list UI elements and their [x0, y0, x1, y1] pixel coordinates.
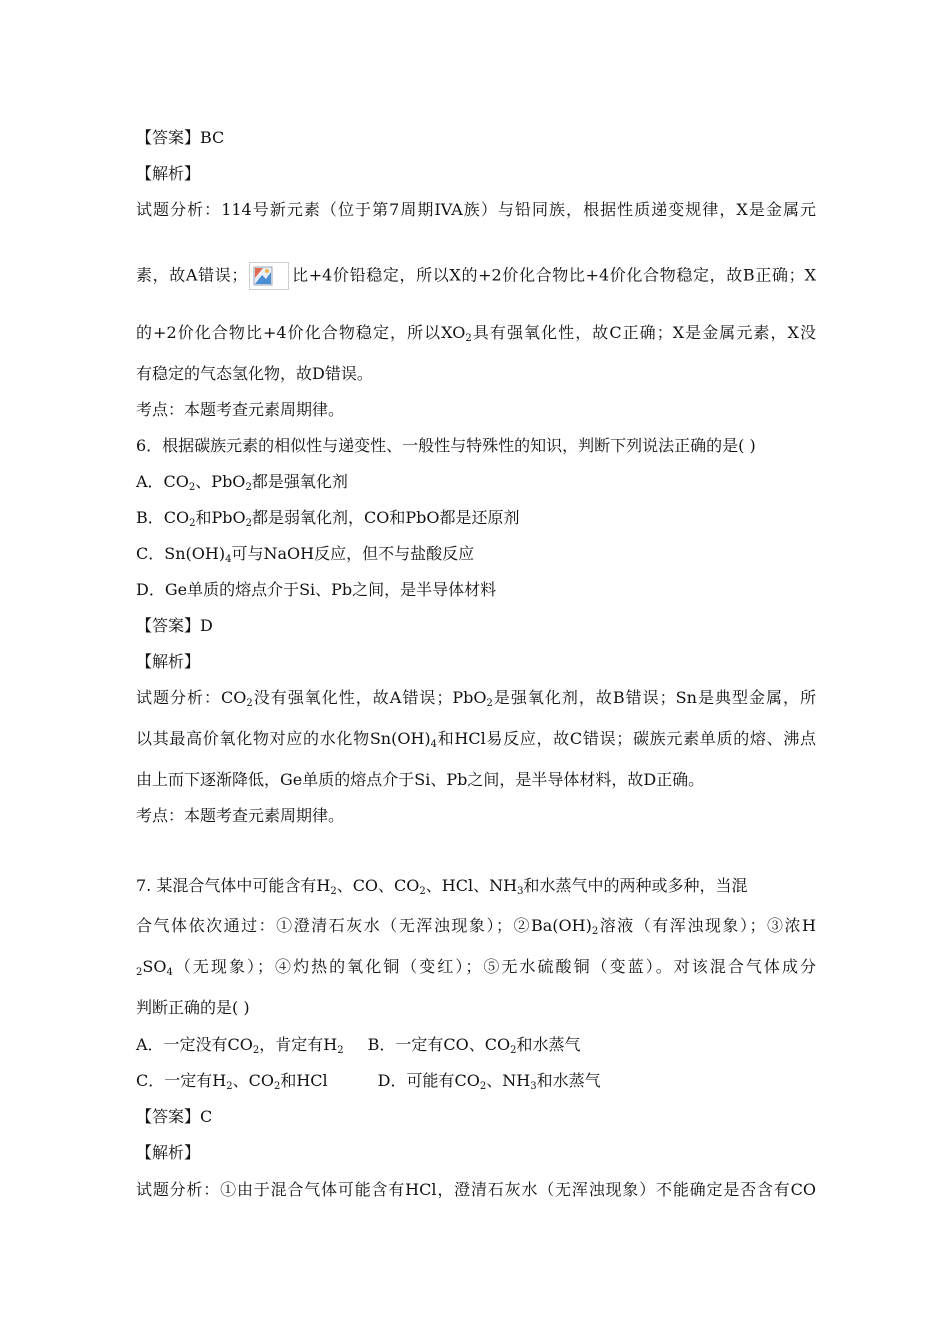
q6-analysis-text: 没有强氧化性，故A错误；PbO: [252, 688, 487, 707]
q6-analysis-line-1: [136, 688, 816, 708]
subscript: 2: [591, 926, 599, 937]
subscript: 3: [517, 886, 524, 897]
subscript: 2: [330, 886, 337, 897]
subscript: 2: [189, 518, 196, 529]
q6-option-a-text: A．CO: [136, 472, 189, 491]
q7-stem-text: 溶液（有浑浊现象）；③浓H: [598, 916, 816, 935]
q6-stem: 6．根据碳族元素的相似性与递变性、一般性与特殊性的知识，判断下列说法正确的是( ): [136, 436, 756, 455]
q5-analysis-line-3b: 具有强氧化性，故C正确；X是金属元素，X没: [471, 323, 816, 342]
q6-option-c-text: C．Sn(OH): [136, 544, 226, 563]
subscript: 2: [188, 482, 196, 493]
q7-stem-text: 、CO、CO: [336, 876, 420, 895]
q7-stem-line-1: [136, 876, 747, 896]
q7-option-d-text: 和水蒸气: [536, 1071, 601, 1090]
q5-analysis-line-2: [136, 262, 816, 290]
q5-analysis-line-3a: 的+2价化合物比+4价化合物稳定，所以XO: [136, 323, 466, 342]
subscript: 2: [245, 518, 253, 529]
q6-analysis-text: 是强氧化剂，故B错误；Sn是典型金属，所: [492, 688, 816, 707]
subscript: 2: [136, 967, 143, 978]
q6-option-a-text: 、PbO: [195, 472, 246, 491]
subscript: 2: [245, 482, 252, 493]
q6-analysis-text: 和HCl易反应，故C错误；碳族元素单质的熔、沸点: [437, 729, 816, 748]
q6-kaodian: 考点：本题考查元素周期律。: [136, 806, 345, 825]
q7-option-c-text: C．一定有H: [136, 1071, 227, 1090]
subscript: 2: [510, 1045, 517, 1056]
q6-option-b-text: 都是弱氧化剂，CO和PbO都是还原剂: [252, 508, 520, 527]
subscript: 4: [166, 967, 173, 978]
subscript: 2: [486, 698, 493, 709]
subscript: 2: [419, 886, 426, 897]
q7-option-c-text: 和HCl: [280, 1071, 328, 1090]
q7-stem-text: 合气体依次通过：①澄清石灰水（无浑浊现象）；②Ba(OH): [136, 916, 592, 935]
q7-stem-text: 7. 某混合气体中可能含有H: [136, 876, 331, 895]
q5-analysis-line-4: 有稳定的气态氢化物，故D错误。: [136, 364, 373, 383]
q7-stem-text: （无现象）；④灼热的氧化铜（变红）；⑤无水硫酸铜（变蓝）。对该混合气体成分: [172, 957, 816, 976]
subscript: 3: [530, 1081, 537, 1092]
q6-analysis-line-2: [136, 729, 816, 749]
q5-analysis-heading: 【解析】: [136, 164, 201, 183]
subscript: 2: [337, 1045, 344, 1056]
q7-option-d-text: 、NH: [486, 1071, 531, 1090]
q5-answer: 【答案】BC: [136, 128, 225, 147]
q6-option-b-text: 和PbO: [195, 508, 246, 527]
q7-analysis-heading: 【解析】: [136, 1143, 201, 1162]
q5-analysis-line-2b: 比+4价铅稳定，所以X的+2价化合物比+4价化合物稳定，故B正确；X: [291, 265, 816, 285]
subscript: 2: [252, 1045, 260, 1056]
q6-option-d: D．Ge单质的熔点介于Si、Pb之间，是半导体材料: [136, 580, 497, 599]
q6-option-b-text: B．CO: [136, 508, 190, 527]
q6-analysis-line-3: 由上而下逐渐降低，Ge单质的熔点介于Si、Pb之间，是半导体材料，故D正确。: [136, 770, 705, 789]
subscript: 4: [430, 739, 438, 750]
q6-option-a-text: 都是强氧化剂: [251, 472, 348, 491]
subscript: 2: [226, 1081, 233, 1092]
q7-option-a-text: ，肯定有H: [259, 1035, 338, 1054]
q6-analysis-heading: 【解析】: [136, 652, 201, 671]
subscript: 2: [479, 1081, 487, 1092]
q6-option-a: [136, 472, 348, 492]
subscript: 2: [246, 698, 253, 709]
q6-option-b: [136, 508, 520, 528]
q5-analysis-line-1: 试题分析：114号新元素（位于第7周期IVA族）与铅同族，根据性质递变规律，X是金属元: [136, 200, 816, 219]
q7-stem-text: SO: [142, 957, 167, 976]
subscript: 4: [225, 554, 232, 565]
q6-answer: 【答案】D: [136, 616, 213, 635]
q6-analysis-text: 以其最高价氧化物对应的水化物Sn(OH): [136, 729, 431, 748]
q7-option-c-text: 、CO: [232, 1071, 274, 1090]
q7-option-b-text: 和水蒸气: [516, 1035, 581, 1054]
q7-stem-line-3: [136, 957, 816, 977]
q7-answer: 【答案】C: [136, 1107, 213, 1126]
q6-option-c: [136, 544, 474, 564]
q7-option-b-text: B．一定有CO、CO: [367, 1035, 511, 1054]
q6-option-c-text: 可与NaOH反应，但不与盐酸反应: [231, 544, 475, 563]
q7-stem-line-2: [136, 916, 816, 936]
q7-stem-line-4: 判断正确的是( ): [136, 998, 250, 1017]
q7-stem-text: 、HCl、NH: [425, 876, 518, 895]
q5-kaodian: 考点：本题考查元素周期律。: [136, 400, 345, 419]
q5-analysis-line-3: [136, 323, 816, 343]
q7-analysis-line-1: 试题分析：①由于混合气体可能含有HCl，澄清石灰水（无浑浊现象）不能确定是否含有CO: [136, 1180, 816, 1199]
q7-options-ab: [136, 1035, 581, 1055]
subscript: 2: [273, 1081, 281, 1092]
broken-image-icon: [249, 262, 289, 290]
q7-stem-text: 和水蒸气中的两种或多种，当混: [523, 876, 748, 895]
q7-options-cd: [136, 1071, 601, 1091]
q7-option-a-text: A．一定没有CO: [136, 1035, 253, 1054]
q5-analysis-line-2a: 素，故A错误；: [136, 265, 248, 285]
q6-analysis-text: 试题分析：CO: [136, 688, 247, 707]
q7-option-d-text: D．可能有CO: [377, 1071, 480, 1090]
subscript: 2: [465, 333, 472, 344]
